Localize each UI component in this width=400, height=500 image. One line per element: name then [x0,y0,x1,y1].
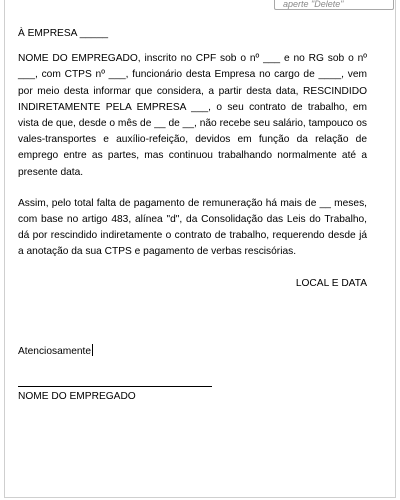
signature-name[interactable]: NOME DO EMPREGADO [18,391,136,402]
greeting-text: Atenciosamente [18,346,92,357]
closing-greeting[interactable] [18,344,93,360]
addressee-line[interactable]: À EMPRESA _____ [18,28,109,39]
place-date-line[interactable]: LOCAL E DATA [295,277,367,289]
paragraph-notice[interactable]: NOME DO EMPREGADO, inscrito no CPF sob o nº ___ e no RG sob o nº ___, com CTPS nº ___, funcionário desta Empresa no cargo de ____, vem por meio desta informar que considera, a partir desta data, RESCINDIDO INDIRETAMENTE PELA EMPRESA ___, o seu contrato de trabalho, em vista de que, desde o mês de __ de __, não recebe seu salário, tampouco os vales-transportes e auxílio-refeição, devidos em função da relação de emprego entre as partes, mas continuou trabalhando normalmente até a presente data. [18,53,367,178]
delete-hint-box [274,0,394,10]
paragraph-legal-basis[interactable]: Assim, pelo total falta de pagamento de remuneração há mais de __ meses, com base no artigo 483, alínea "d", da Consolidação das Leis do Trabalho, dá por rescindido indiretamente o contrato de trabalho, requerendo desde já a anotação da sua CTPS e pagamento de verbas rescisórias. [18,197,367,258]
text-cursor [92,344,93,356]
letter-body[interactable] [18,26,367,292]
signature-line [18,386,212,387]
delete-hint-text: aperte "Delete" [283,0,344,9]
